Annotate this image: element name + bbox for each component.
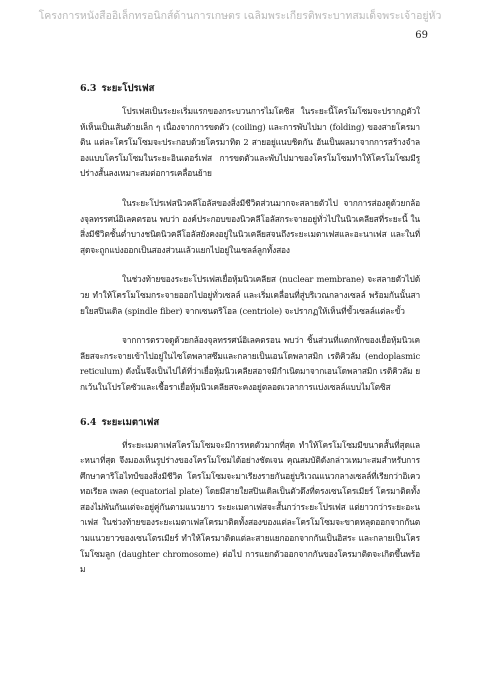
section-number: 6.4 bbox=[80, 416, 97, 428]
section-metaphase bbox=[80, 416, 420, 578]
section-title: ระยะโปรเฟส bbox=[101, 83, 155, 94]
document-body bbox=[80, 82, 420, 592]
section-heading bbox=[80, 82, 420, 95]
paragraph: โปรเฟสเป็นระยะเริ่มแรกของกระบวนการไมโตซิส ในระยะนี้โครโมโซมจะปรากฏตัวให้เห็นเป็นเส้นด้ายเล็ก ๆ เนื่องจากการขดตัว (coiling) และการพับไปมา (folding) ของสายโครมาติน แต่ละโครโมโซมจะประกอบด้วยโครมาทิด 2 สายอยู่แนบชิดกัน อันเป็นผลมาจากการสร้างจำลองแบบโครโมโซมในระยะอินเตอร์เฟส การขดตัวและพับไปมาของโครโมโซมทำให้โครโมโซมมีรูปร่างสั้นลงเหมาะสมต่อการเคลื่อนย้าย bbox=[80, 106, 420, 179]
paragraph: ในระยะโปรเฟสนิวคลีโอลัสของสิ่งมีชีวิตส่วนมากจะสลายตัวไป จากการส่องดูด้วยกล้องจุลทรรศน์อิเลคตรอน พบว่า องค์ประกอบของนิวคลีโอลัสกระจายอยู่ทั่วไปในนิวเคลียสที่ระยะนี้ ในสิ่งมีชีวิตชั้นต่ำบางชนิดนิวคลีโอลัสยังคงอยู่ในนิวเคลียสจนถึงระยะเมตาเฟสและอะนาเฟส และในที่สุดจะถูกแบ่งออกเป็นสองส่วนแล้วแยกไปอยู่ในเซลล์ลูกทั้งสอง bbox=[80, 197, 420, 255]
section-number: 6.3 bbox=[80, 83, 97, 94]
page-number: 69 bbox=[415, 30, 428, 41]
section-heading bbox=[80, 416, 420, 429]
section-prophase bbox=[80, 82, 420, 396]
section-title: ระยะเมตาเฟส bbox=[101, 416, 160, 428]
paragraph: ในช่วงท้ายของระยะโปรเฟสเยื่อหุ้มนิวเคลียส (nuclear membrane) จะสลายตัวไปด้วย ทำให้โครโมโซมกระจายออกไปอยู่ทั่วเซลล์ และเริ่มเคลื่อนที่สู่บริเวณกลางเซลล์ พร้อมกันนั้นสายใยสปินเดิล (spindle fiber) จากเซนตริโอล (centriole) จะปรากฏให้เห็นที่ขั้วเซลล์แต่ละขั้ว bbox=[80, 274, 420, 316]
page-header: โครงการหนังสืออิเล็กทรอนิกส์ด้านการเกษตร เฉลิมพระเกียรติพระบาทสมเด็จพระเจ้าอยู่หัว bbox=[38, 10, 442, 22]
paragraph: จากการตรวจดูด้วยกล้องจุลทรรศน์อิเลคตรอน พบว่า ชิ้นส่วนที่แตกหักของเยื่อหุ้มนิวเคลียสจะกระจายเข้าไปอยู่ในไซโตพลาสซึมและกลายเป็นเอนโดพลาสมิก เรติคิวลัม (endoplasmic reticulum) ดังนั้นจึงเป็นไปได้ที่ว่าเยื่อหุ้มนิวเคลียสอาจมีกำเนิดมาจากเอนโดพลาสมิก เรติคิวลัม ยกเว้นในโปรโตซัวและเชื้อราเยื่อหุ้มนิวเคลียสจะคงอยู่ตลอดเวลาการแบ่งเซลล์แบบไมโตซิส bbox=[80, 335, 420, 392]
paragraph: ที่ระยะเมตาเฟสโครโมโซมจะมีการหดตัวมากที่สุด ทำให้โครโมโซมมีขนาดสั้นที่สุดและหนาที่สุด จึงมองเห็นรูปร่างของโครโมโซมได้อย่างชัดเจน คุณสมบัติดังกล่าวเหมาะสมสำหรับการศึกษาคาริโอไทป์ของสิ่งมีชีวิต โครโมโซมจะมาเรียงรายกันอยู่บริเวณแนวกลางเซลล์ที่เรียกว่าอิเควทอเรียล เพลต (equatorial plate) โดยมีสายใยสปินเดิลเป็นตัวดึงที่ตรงเซนโตรเมียร์ โครมาติดทั้งสองไม่พันกันแต่จะอยู่คู่กันตามแนวยาว ระยะเมตาเฟสจะสั้นกว่าระยะโปรเฟส แต่ยาวกว่าระยะอะนาเฟส ในช่วงท้ายของระยะเมตาเฟสโครมาติดทั้งสองของแต่ละโครโมโซมจะขาดหลุดออกจากกันตามแนวยาวของเซนโตรเมียร์ ทำให้โครมาติดแต่ละสายแยกออกจากกันเป็นอิสระ และกลายเป็นโครโมโซมลูก (daughter chromosome) ต่อไป การแยกตัวออกจากกันของโครมาติดจะเกิดขึ้นพร้อม bbox=[80, 439, 420, 575]
